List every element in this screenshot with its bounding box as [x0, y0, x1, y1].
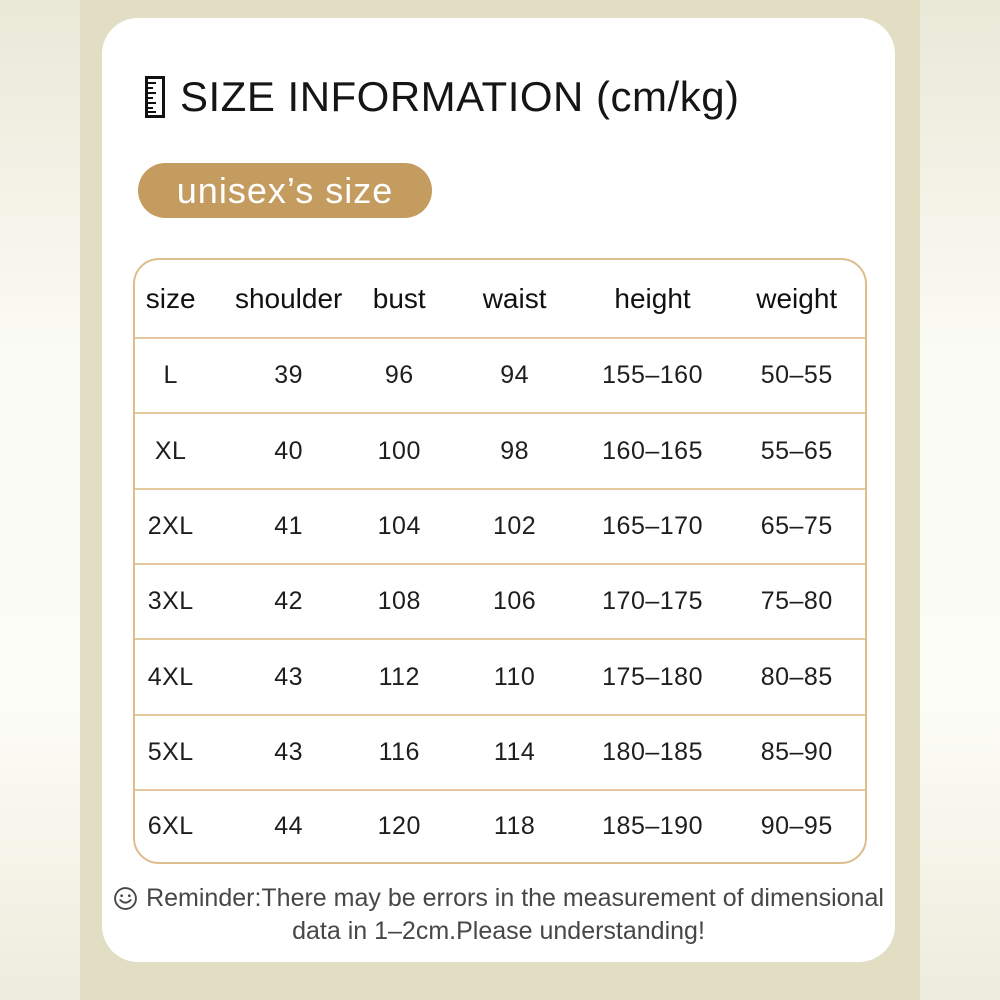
reminder-text-2: data in 1–2cm.Please understanding!	[292, 917, 705, 945]
table-cell: 43	[231, 716, 346, 791]
table-cell: 185–190	[602, 812, 703, 841]
size-table-container	[133, 258, 867, 864]
size-table	[135, 260, 865, 862]
table-cell: 85–90	[728, 716, 865, 791]
table-cell: 175–180	[577, 640, 729, 715]
table-cell: 96	[346, 339, 453, 414]
table-cell: 102	[453, 490, 577, 565]
table-row	[135, 640, 865, 715]
size-info-card	[102, 18, 895, 962]
table-cell: 170–175	[577, 565, 729, 640]
table-header-row	[135, 260, 865, 339]
table-cell: 116	[346, 716, 453, 791]
table-cell: 42	[231, 565, 346, 640]
table-cell: 5XL	[135, 716, 231, 791]
table-cell: 2XL	[135, 490, 231, 565]
table-cell: 4XL	[135, 640, 231, 715]
table-row	[135, 414, 865, 489]
table-cell: 40	[231, 414, 346, 489]
table-cell: 110	[453, 640, 577, 715]
unisex-size-badge	[138, 163, 432, 218]
table-row	[135, 791, 865, 862]
table-cell: 3XL	[135, 565, 231, 640]
table-cell: 75–80	[728, 565, 865, 640]
title-row	[145, 73, 740, 121]
table-cell: 94	[453, 339, 577, 414]
table-cell: XL	[135, 414, 231, 489]
table-cell: 44	[274, 812, 304, 841]
table-cell: 90–95	[760, 812, 833, 841]
table-cell: 118	[493, 812, 536, 841]
table-cell: 39	[231, 339, 346, 414]
table-cell: 80–85	[728, 640, 865, 715]
reminder-line-2	[102, 915, 895, 948]
table-cell: 160–165	[577, 414, 729, 489]
table-cell: 6XL	[147, 812, 194, 841]
table-cell: 43	[231, 640, 346, 715]
page-title: SIZE INFORMATION (cm/kg)	[180, 73, 740, 120]
table-cell: 41	[231, 490, 346, 565]
table-cell: 120	[377, 812, 421, 841]
col-header-size: size	[135, 260, 231, 339]
table-cell: 106	[453, 565, 577, 640]
reminder-text-1: Reminder:There may be errors in the measurement of dimensional	[146, 884, 884, 912]
table-cell: 104	[346, 490, 453, 565]
col-header-height: height	[577, 260, 729, 339]
reminder-line-1	[102, 882, 895, 915]
table-cell: 108	[346, 565, 453, 640]
table-cell: 65–75	[728, 490, 865, 565]
badge-label: unisex’s size	[176, 169, 394, 211]
reminder-note	[102, 882, 895, 948]
table-row	[135, 339, 865, 414]
table-cell: 98	[453, 414, 577, 489]
table-cell: L	[135, 339, 231, 414]
table-cell: 165–170	[577, 490, 729, 565]
table-cell: 155–160	[577, 339, 729, 414]
table-row	[135, 490, 865, 565]
table-cell: 55–65	[728, 414, 865, 489]
size-info-product-image	[80, 0, 920, 1000]
table-cell: 114	[453, 716, 577, 791]
ruler-icon	[145, 76, 165, 118]
col-header-bust: bust	[346, 260, 453, 339]
col-header-weight: weight	[728, 260, 865, 339]
table-cell: 180–185	[577, 716, 729, 791]
smiley-icon	[113, 886, 138, 911]
col-header-shoulder: shoulder	[231, 260, 346, 339]
table-row	[135, 565, 865, 640]
table-cell: 100	[346, 414, 453, 489]
col-header-waist: waist	[453, 260, 577, 339]
table-row	[135, 716, 865, 791]
table-cell: 50–55	[728, 339, 865, 414]
table-cell: 112	[346, 640, 453, 715]
